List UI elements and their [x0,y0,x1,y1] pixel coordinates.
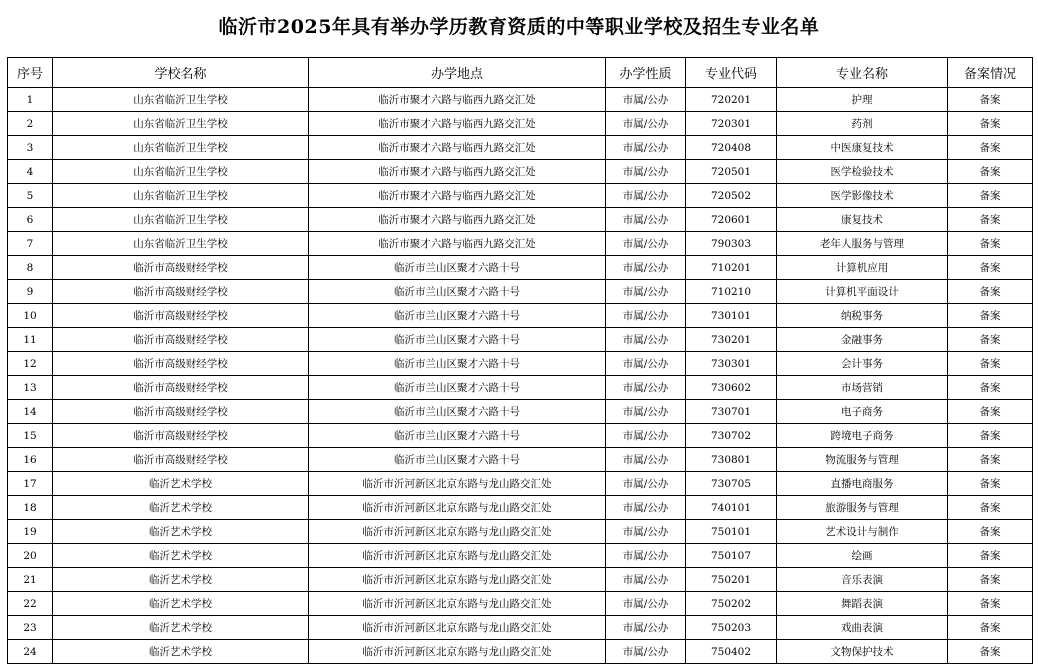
cell-index: 7 [8,232,53,256]
table-row [8,328,1033,352]
table-row [8,640,1033,664]
cell-major-code: 730301 [686,352,777,376]
cell-filing-status: 备案 [948,544,1033,568]
cell-school-name: 临沂市高级财经学校 [53,400,309,424]
cell-major-name: 纳税事务 [777,304,948,328]
cell-major-name: 康复技术 [777,208,948,232]
cell-index: 5 [8,184,53,208]
cell-filing-status: 备案 [948,136,1033,160]
cell-major-code: 750203 [686,616,777,640]
cell-index: 6 [8,208,53,232]
cell-ownership: 市属/公办 [606,256,686,280]
cell-major-code: 720408 [686,136,777,160]
cell-school-name: 山东省临沂卫生学校 [53,232,309,256]
cell-major-code: 750202 [686,592,777,616]
cell-index: 8 [8,256,53,280]
table-row [8,592,1033,616]
header-ownership: 办学性质 [606,58,686,88]
cell-major-code: 720601 [686,208,777,232]
cell-ownership: 市属/公办 [606,496,686,520]
cell-index: 17 [8,472,53,496]
cell-ownership: 市属/公办 [606,232,686,256]
cell-school-name: 临沂艺术学校 [53,472,309,496]
cell-index: 9 [8,280,53,304]
cell-location: 临沂市聚才六路与临西九路交汇处 [309,88,606,112]
table-row [8,280,1033,304]
cell-major-code: 750402 [686,640,777,664]
cell-index: 12 [8,352,53,376]
cell-school-name: 临沂市高级财经学校 [53,448,309,472]
cell-location: 临沂市沂河新区北京东路与龙山路交汇处 [309,640,606,664]
cell-location: 临沂市兰山区聚才六路十号 [309,400,606,424]
cell-ownership: 市属/公办 [606,304,686,328]
cell-major-name: 医学影像技术 [777,184,948,208]
cell-major-code: 710210 [686,280,777,304]
cell-location: 临沂市沂河新区北京东路与龙山路交汇处 [309,496,606,520]
cell-major-name: 旅游服务与管理 [777,496,948,520]
cell-index: 2 [8,112,53,136]
school-list-table [7,57,1033,664]
table-row [8,544,1033,568]
cell-major-name: 计算机平面设计 [777,280,948,304]
cell-major-code: 740101 [686,496,777,520]
cell-ownership: 市属/公办 [606,400,686,424]
cell-major-name: 药剂 [777,112,948,136]
cell-filing-status: 备案 [948,448,1033,472]
cell-ownership: 市属/公办 [606,136,686,160]
cell-ownership: 市属/公办 [606,208,686,232]
cell-major-name: 中医康复技术 [777,136,948,160]
cell-ownership: 市属/公办 [606,112,686,136]
table-row [8,520,1033,544]
cell-filing-status: 备案 [948,280,1033,304]
cell-filing-status: 备案 [948,304,1033,328]
cell-location: 临沂市兰山区聚才六路十号 [309,424,606,448]
cell-major-name: 戏曲表演 [777,616,948,640]
cell-index: 21 [8,568,53,592]
cell-major-name: 护理 [777,88,948,112]
cell-major-code: 750107 [686,544,777,568]
table-row [8,88,1033,112]
cell-school-name: 临沂市高级财经学校 [53,280,309,304]
cell-index: 18 [8,496,53,520]
cell-school-name: 山东省临沂卫生学校 [53,136,309,160]
cell-school-name: 临沂艺术学校 [53,616,309,640]
table-row [8,352,1033,376]
cell-major-code: 720501 [686,160,777,184]
table-row [8,136,1033,160]
table-row [8,160,1033,184]
cell-major-name: 物流服务与管理 [777,448,948,472]
cell-filing-status: 备案 [948,352,1033,376]
table-row [8,568,1033,592]
cell-location: 临沂市聚才六路与临西九路交汇处 [309,112,606,136]
cell-school-name: 山东省临沂卫生学校 [53,208,309,232]
cell-index: 23 [8,616,53,640]
cell-location: 临沂市兰山区聚才六路十号 [309,448,606,472]
header-index: 序号 [8,58,53,88]
cell-index: 4 [8,160,53,184]
cell-major-name: 舞蹈表演 [777,592,948,616]
cell-school-name: 临沂市高级财经学校 [53,424,309,448]
cell-school-name: 临沂市高级财经学校 [53,376,309,400]
cell-major-name: 计算机应用 [777,256,948,280]
cell-major-name: 医学检验技术 [777,160,948,184]
cell-index: 13 [8,376,53,400]
document-title: 临沂市2025年具有举办学历教育资质的中等职业学校及招生专业名单 [218,16,820,38]
table-row [8,232,1033,256]
cell-filing-status: 备案 [948,616,1033,640]
cell-ownership: 市属/公办 [606,376,686,400]
cell-index: 3 [8,136,53,160]
cell-major-code: 730702 [686,424,777,448]
cell-major-name: 直播电商服务 [777,472,948,496]
cell-location: 临沂市兰山区聚才六路十号 [309,376,606,400]
cell-location: 临沂市聚才六路与临西九路交汇处 [309,160,606,184]
cell-index: 1 [8,88,53,112]
header-filing-status: 备案情况 [948,58,1033,88]
cell-ownership: 市属/公办 [606,88,686,112]
cell-index: 16 [8,448,53,472]
table-row [8,376,1033,400]
cell-location: 临沂市沂河新区北京东路与龙山路交汇处 [309,616,606,640]
cell-filing-status: 备案 [948,328,1033,352]
cell-filing-status: 备案 [948,256,1033,280]
cell-index: 14 [8,400,53,424]
cell-location: 临沂市聚才六路与临西九路交汇处 [309,184,606,208]
cell-major-code: 720301 [686,112,777,136]
cell-index: 11 [8,328,53,352]
cell-major-code: 720201 [686,88,777,112]
header-major-name: 专业名称 [777,58,948,88]
cell-major-name: 跨境电子商务 [777,424,948,448]
table-row [8,208,1033,232]
cell-filing-status: 备案 [948,592,1033,616]
cell-school-name: 山东省临沂卫生学校 [53,112,309,136]
table-row [8,112,1033,136]
cell-index: 10 [8,304,53,328]
table-row [8,616,1033,640]
cell-location: 临沂市聚才六路与临西九路交汇处 [309,232,606,256]
cell-location: 临沂市沂河新区北京东路与龙山路交汇处 [309,472,606,496]
cell-ownership: 市属/公办 [606,184,686,208]
cell-filing-status: 备案 [948,232,1033,256]
cell-location: 临沂市沂河新区北京东路与龙山路交汇处 [309,592,606,616]
cell-major-code: 750201 [686,568,777,592]
cell-location: 临沂市兰山区聚才六路十号 [309,280,606,304]
cell-major-code: 730701 [686,400,777,424]
cell-location: 临沂市聚才六路与临西九路交汇处 [309,136,606,160]
cell-location: 临沂市沂河新区北京东路与龙山路交汇处 [309,568,606,592]
cell-major-code: 730201 [686,328,777,352]
cell-ownership: 市属/公办 [606,616,686,640]
cell-ownership: 市属/公办 [606,544,686,568]
cell-ownership: 市属/公办 [606,280,686,304]
cell-major-code: 730101 [686,304,777,328]
cell-ownership: 市属/公办 [606,640,686,664]
cell-filing-status: 备案 [948,112,1033,136]
cell-major-name: 绘画 [777,544,948,568]
cell-filing-status: 备案 [948,160,1033,184]
cell-location: 临沂市兰山区聚才六路十号 [309,328,606,352]
cell-school-name: 临沂市高级财经学校 [53,328,309,352]
cell-ownership: 市属/公办 [606,424,686,448]
table-row [8,304,1033,328]
cell-ownership: 市属/公办 [606,328,686,352]
cell-index: 19 [8,520,53,544]
cell-ownership: 市属/公办 [606,520,686,544]
cell-school-name: 山东省临沂卫生学校 [53,88,309,112]
header-school-name: 学校名称 [53,58,309,88]
cell-major-name: 市场营销 [777,376,948,400]
header-major-code: 专业代码 [686,58,777,88]
cell-ownership: 市属/公办 [606,592,686,616]
cell-filing-status: 备案 [948,640,1033,664]
cell-filing-status: 备案 [948,568,1033,592]
cell-major-code: 750101 [686,520,777,544]
table-row [8,496,1033,520]
cell-school-name: 临沂市高级财经学校 [53,256,309,280]
cell-school-name: 临沂艺术学校 [53,640,309,664]
table-row [8,448,1033,472]
cell-location: 临沂市兰山区聚才六路十号 [309,304,606,328]
cell-major-name: 艺术设计与制作 [777,520,948,544]
cell-location: 临沂市聚才六路与临西九路交汇处 [309,208,606,232]
table-row [8,424,1033,448]
cell-school-name: 临沂艺术学校 [53,568,309,592]
cell-major-code: 730602 [686,376,777,400]
cell-major-code: 790303 [686,232,777,256]
cell-ownership: 市属/公办 [606,472,686,496]
cell-ownership: 市属/公办 [606,160,686,184]
cell-filing-status: 备案 [948,400,1033,424]
cell-school-name: 临沂市高级财经学校 [53,304,309,328]
cell-school-name: 临沂市高级财经学校 [53,352,309,376]
cell-filing-status: 备案 [948,88,1033,112]
cell-major-name: 老年人服务与管理 [777,232,948,256]
cell-major-name: 音乐表演 [777,568,948,592]
cell-major-code: 710201 [686,256,777,280]
cell-major-name: 会计事务 [777,352,948,376]
cell-ownership: 市属/公办 [606,448,686,472]
cell-school-name: 临沂艺术学校 [53,496,309,520]
cell-filing-status: 备案 [948,472,1033,496]
cell-school-name: 临沂艺术学校 [53,544,309,568]
cell-school-name: 临沂艺术学校 [53,520,309,544]
cell-major-name: 文物保护技术 [777,640,948,664]
cell-filing-status: 备案 [948,184,1033,208]
cell-filing-status: 备案 [948,376,1033,400]
cell-major-code: 720502 [686,184,777,208]
cell-index: 24 [8,640,53,664]
table-header-row [8,58,1033,88]
table-row [8,184,1033,208]
cell-location: 临沂市沂河新区北京东路与龙山路交汇处 [309,520,606,544]
cell-index: 22 [8,592,53,616]
cell-filing-status: 备案 [948,520,1033,544]
cell-major-name: 金融事务 [777,328,948,352]
cell-location: 临沂市沂河新区北京东路与龙山路交汇处 [309,544,606,568]
cell-school-name: 山东省临沂卫生学校 [53,160,309,184]
cell-school-name: 临沂艺术学校 [53,592,309,616]
cell-index: 15 [8,424,53,448]
cell-ownership: 市属/公办 [606,568,686,592]
cell-filing-status: 备案 [948,496,1033,520]
table-row [8,400,1033,424]
cell-filing-status: 备案 [948,208,1033,232]
cell-filing-status: 备案 [948,424,1033,448]
cell-ownership: 市属/公办 [606,352,686,376]
cell-school-name: 山东省临沂卫生学校 [53,184,309,208]
cell-major-code: 730705 [686,472,777,496]
cell-major-code: 730801 [686,448,777,472]
cell-major-name: 电子商务 [777,400,948,424]
header-location: 办学地点 [309,58,606,88]
cell-index: 20 [8,544,53,568]
cell-location: 临沂市兰山区聚才六路十号 [309,352,606,376]
table-row [8,256,1033,280]
cell-location: 临沂市兰山区聚才六路十号 [309,256,606,280]
table-row [8,472,1033,496]
